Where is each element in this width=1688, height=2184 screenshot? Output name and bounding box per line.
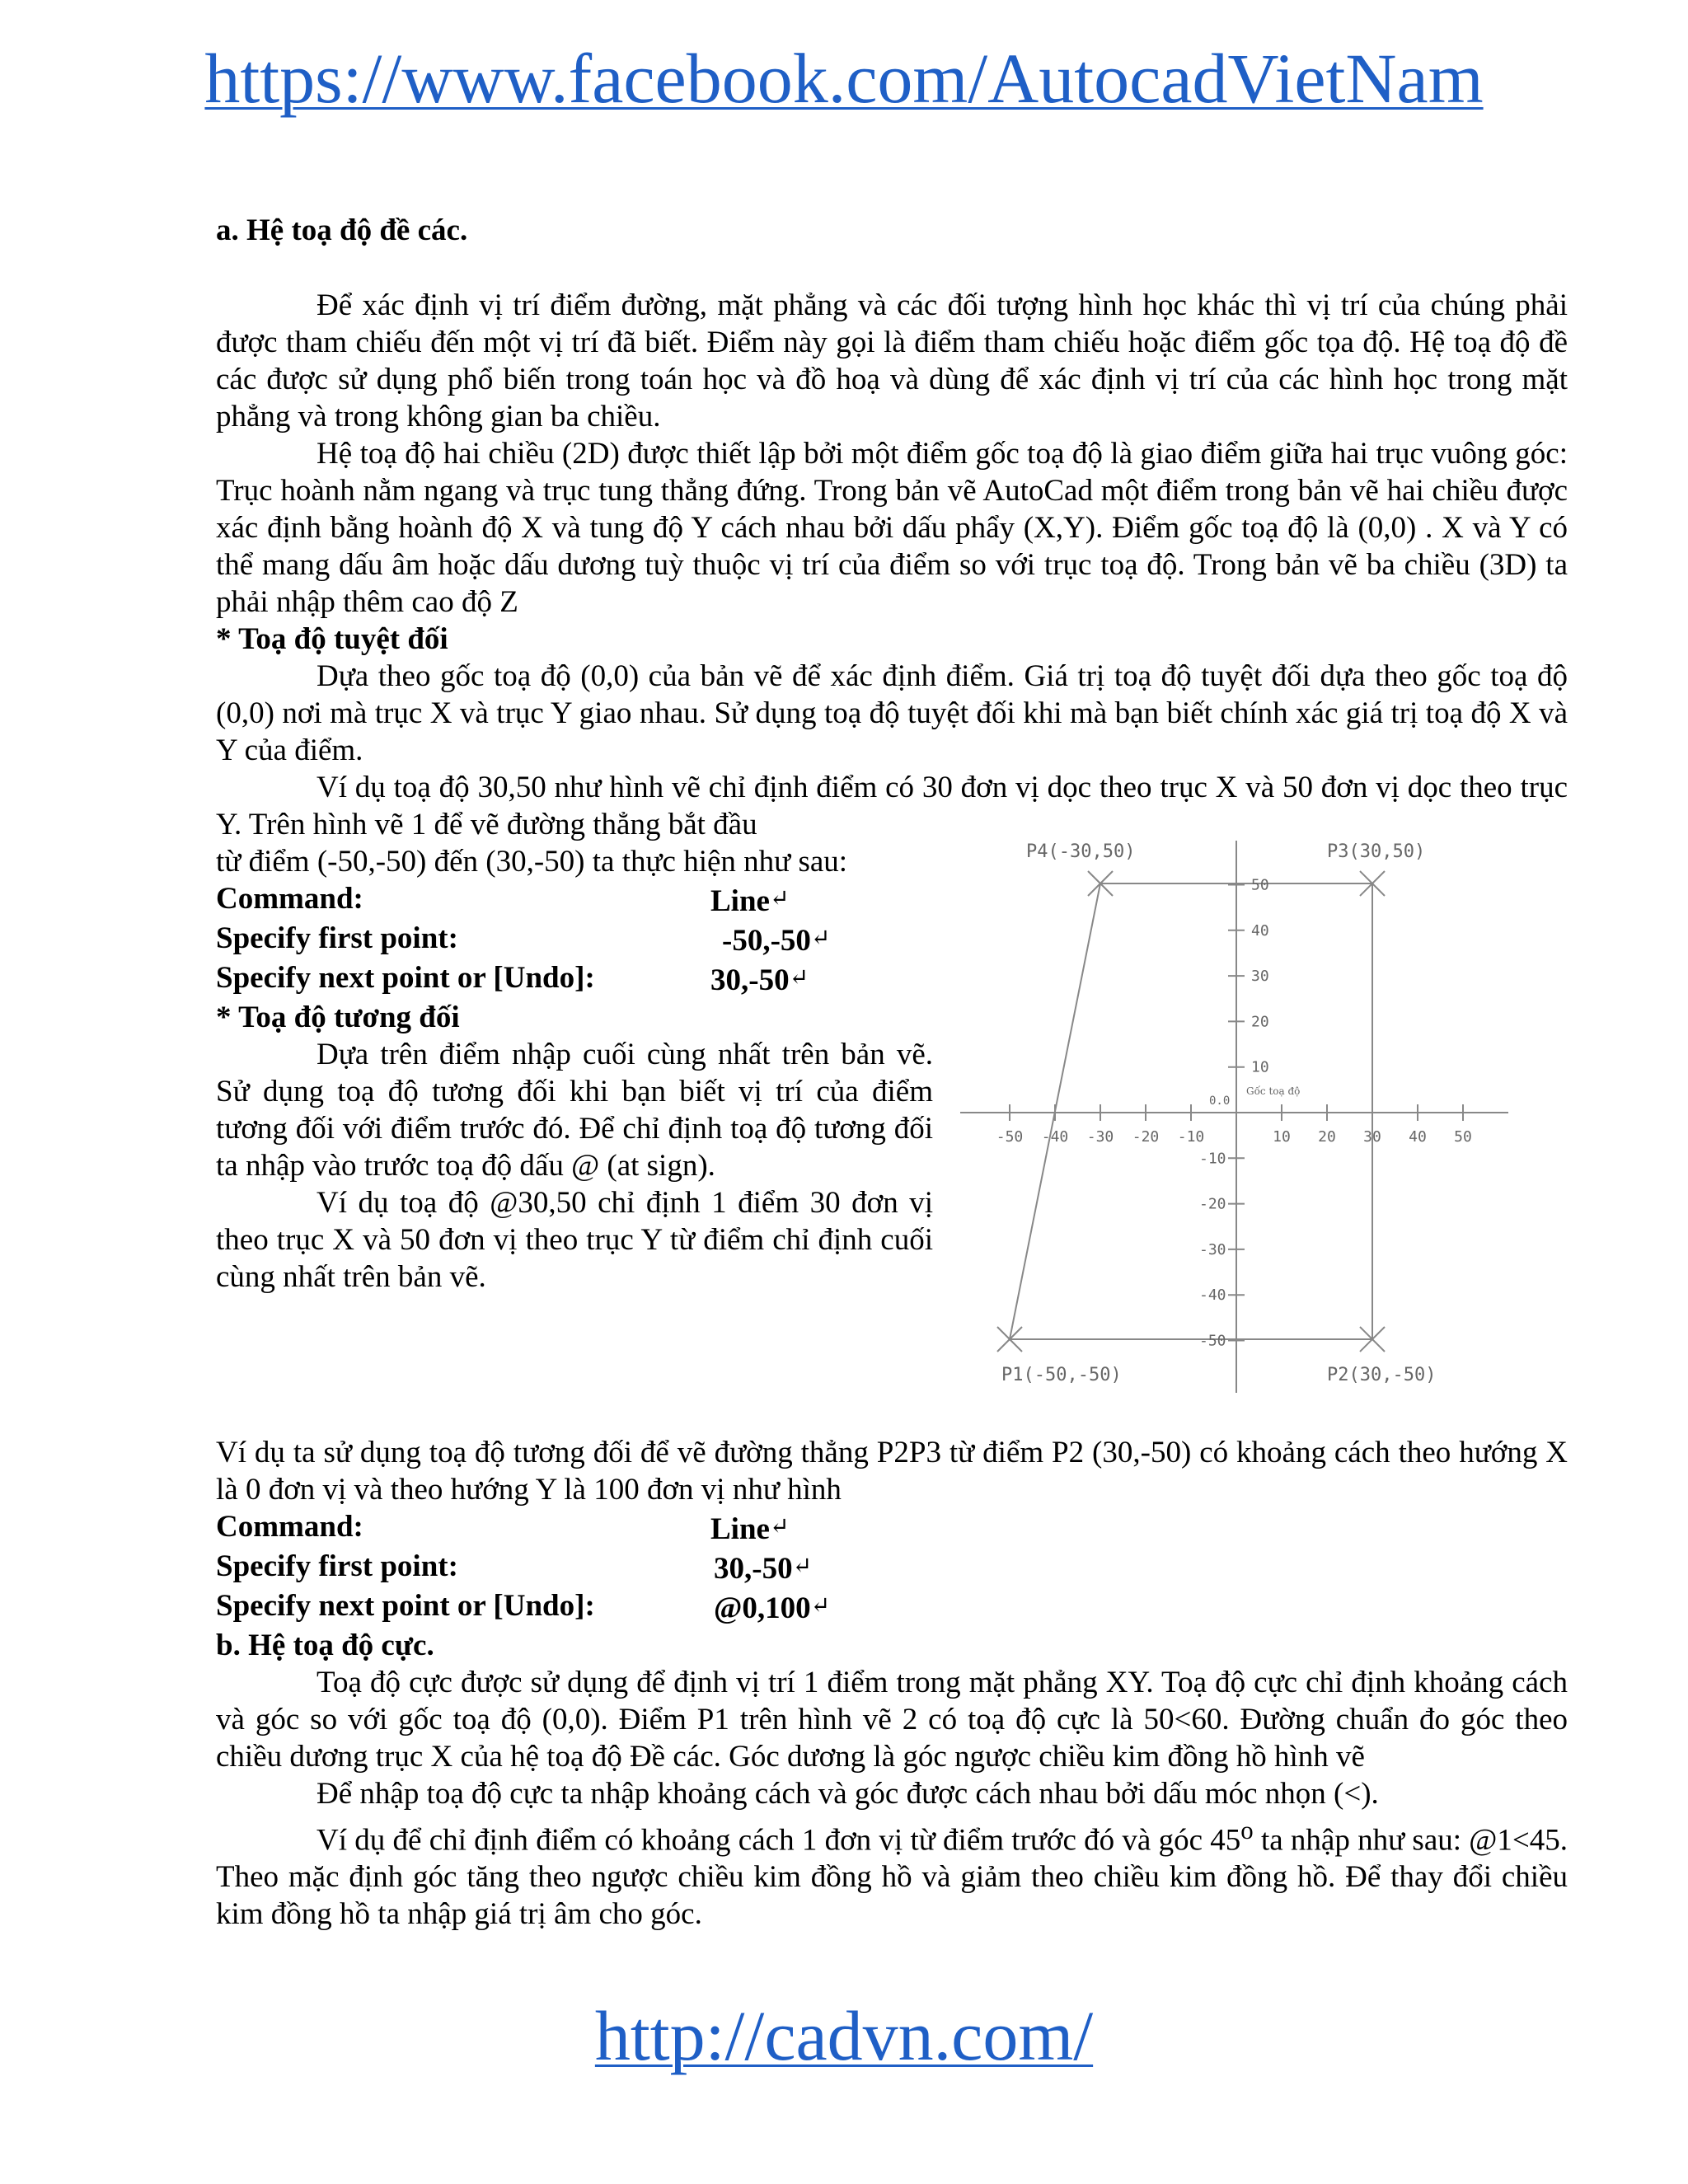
paragraph: Để nhập toạ độ cực ta nhập khoảng cách và góc được cách nhau bởi dấu móc nhọn (<).	[316, 1777, 1379, 1811]
x-tick-label: 40	[1409, 1128, 1427, 1146]
origin-label: 0.0	[1209, 1094, 1231, 1108]
x-tick-label: 20	[1318, 1128, 1336, 1146]
x-tick-label: -40	[1041, 1128, 1069, 1146]
paragraph-part: ta nhập như sau: @1<45. Theo mặc định góc tăng theo ngược chiều kim đồng hồ và giảm theo chiều kim đồng hồ. Để thay đổi chiều kim đồng hồ ta nhập giá trị âm cho góc.	[216, 1823, 1568, 1932]
y-tick-label: -30	[1199, 1240, 1226, 1258]
section-a-title: a. Hệ toạ độ đề các.	[216, 213, 468, 247]
paragraph: Để xác định vị trí điểm đường, mặt phẳng và các đối tượng hình học khác thì vị trí của chúng phải được tham chiếu đến một vị trí đã biết. Điểm này gọi là điểm tham chiếu hoặc điểm gốc tọa độ. Hệ toạ độ đề các được sử dụng phổ biến trong toán học và đồ hoạ và dùng để xác định vị trí của các hình học trong mặt phẳng và trong không gian ba chiều.	[216, 288, 1568, 434]
x-tick-label: -10	[1177, 1128, 1205, 1146]
x-tick-label: -30	[1086, 1128, 1114, 1146]
label-p4: P4(-30,50)	[1026, 841, 1136, 862]
section-b-body	[216, 1434, 1568, 1933]
paragraph: Ví dụ ta sử dụng toạ độ tương đối để vẽ đường thẳng P2P3 từ điểm P2 (30,-50) có khoảng cách theo hướng X là 0 đơn vị và theo hướng Y là 100 đơn vị như hình	[216, 1436, 1568, 1507]
coordinate-figure	[940, 824, 1517, 1401]
command-key: Specify next point or [Undo]:	[216, 1589, 595, 1623]
y-tick-label: 20	[1251, 1013, 1269, 1031]
facebook-link[interactable]: https://www.facebook.com/AutocadVietNam	[204, 39, 1484, 118]
absolute-coord-heading: * Toạ độ tuyệt đối	[216, 622, 448, 656]
paragraph	[216, 1812, 1568, 1933]
command-key: Specify first point:	[216, 921, 458, 955]
y-tick-label: -50	[1199, 1332, 1226, 1350]
x-tick-label: 30	[1363, 1128, 1381, 1146]
paragraph-part: Ví dụ để chỉ định điểm có khoảng cách 1 đơn vị từ điểm trước đó và góc 45	[316, 1823, 1241, 1858]
x-tick-label: -50	[996, 1128, 1024, 1146]
section-b-title: b. Hệ toạ độ cực.	[216, 1629, 434, 1662]
relative-coord-heading: * Toạ độ tương đối	[216, 1001, 460, 1034]
command-value: 30,-50 ↵	[714, 1548, 812, 1587]
paragraph: Ví dụ toạ độ 30,50 như hình vẽ chỉ định điểm có 30 đơn vị dọc theo trục X và 50 đơn vị dọc theo trục Y. Trên hình vẽ 1 để vẽ đường thẳng bắt đầu	[216, 771, 1568, 841]
command-line	[216, 880, 933, 920]
paragraph: Hệ toạ độ hai chiều (2D) được thiết lập bởi một điểm gốc toạ độ là giao điểm giữa hai trục vuông góc: Trục hoành nằm ngang và trục tung thẳng đứng. Trong bản vẽ AutoCad một điểm trong bản vẽ hai chiều được xác định bằng hoành độ X và tung độ Y cách nhau bởi dấu phẩy (X,Y). Điểm gốc toạ độ là (0,0) . X và Y có thể mang dấu âm hoặc dấu dương tuỳ thuộc vị trí của điểm so với trục toạ độ. Trong bản vẽ ba chiều (3D) ta phải nhập thêm cao độ Z	[216, 437, 1568, 619]
paragraph: Toạ độ cực được sử dụng để định vị trí 1 điểm trong mặt phẳng XY. Toạ độ cực chỉ định khoảng cách và góc so với gốc toạ độ (0,0). Điểm P1 trên hình vẽ 2 có toạ độ cực là 50<60. Đường chuẩn đo góc theo chiều dương trục X của hệ toạ độ Đề các. Góc dương là góc ngược chiều kim đồng hồ hình vẽ	[216, 1666, 1568, 1774]
command-value: Line ↵	[710, 880, 789, 920]
command-line	[216, 1548, 1568, 1587]
command-value: Line ↵	[710, 1508, 789, 1548]
command-value: @0,100 ↵	[714, 1587, 830, 1627]
paragraph: Dựa trên điểm nhập cuối cùng nhất trên bản vẽ. Sử dụng toạ độ tương đối khi bạn biết vị trí của điểm tương đối với điểm trước đó. Để chỉ định toạ độ tương đối ta nhập vào trước toạ độ dấu @ (at sign).	[216, 1038, 933, 1183]
command-value: 30,-50 ↵	[710, 959, 809, 999]
command-key: Specify next point or [Undo]:	[216, 961, 595, 995]
paragraph: Ví dụ toạ độ @30,50 chỉ định 1 điểm 30 đơn vị theo trục X và 50 đơn vị theo trục Y từ điểm chỉ định cuối cùng nhất trên bản vẽ.	[216, 1186, 933, 1294]
x-tick-label: -20	[1132, 1128, 1160, 1146]
command-line	[216, 1508, 1568, 1548]
y-tick-label: 40	[1251, 921, 1269, 940]
label-p1: P1(-50,-50)	[1001, 1365, 1122, 1385]
x-tick-label: 10	[1273, 1128, 1291, 1146]
command-line	[216, 920, 933, 959]
command-key: Command:	[216, 882, 363, 916]
cadvn-link[interactable]: http://cadvn.com/	[594, 1996, 1094, 2075]
command-key: Command:	[216, 1510, 363, 1544]
command-line	[216, 959, 933, 999]
command-key: Specify first point:	[216, 1549, 458, 1583]
origin-name-label: Gốc toạ độ	[1246, 1085, 1301, 1097]
section-a-body	[216, 287, 1568, 843]
y-tick-label: -40	[1199, 1286, 1226, 1305]
y-tick-label: 10	[1251, 1058, 1269, 1076]
y-tick-label: -20	[1199, 1195, 1226, 1213]
label-p2: P2(30,-50)	[1327, 1365, 1437, 1385]
left-column	[216, 843, 933, 1296]
y-tick-label: 30	[1251, 968, 1269, 986]
degree-sup: o	[1240, 1816, 1254, 1844]
y-tick-label: -10	[1199, 1150, 1226, 1168]
paragraph: Dựa theo gốc toạ độ (0,0) của bản vẽ để xác định điểm. Giá trị toạ độ tuyệt đối dựa theo gốc toạ độ (0,0) nơi mà trục X và trục Y giao nhau. Sử dụng toạ độ tuyệt đối khi mà bạn biết chính xác giá trị toạ độ X và Y của điểm.	[216, 659, 1568, 767]
paragraph: từ điểm (-50,-50) đến (30,-50) ta thực hiện như sau:	[216, 845, 848, 879]
label-p3: P3(30,50)	[1327, 841, 1426, 862]
command-line	[216, 1587, 1568, 1627]
y-tick-label: 50	[1251, 876, 1269, 894]
x-tick-label: 50	[1454, 1128, 1472, 1146]
command-value: -50,-50 ↵	[722, 920, 830, 959]
